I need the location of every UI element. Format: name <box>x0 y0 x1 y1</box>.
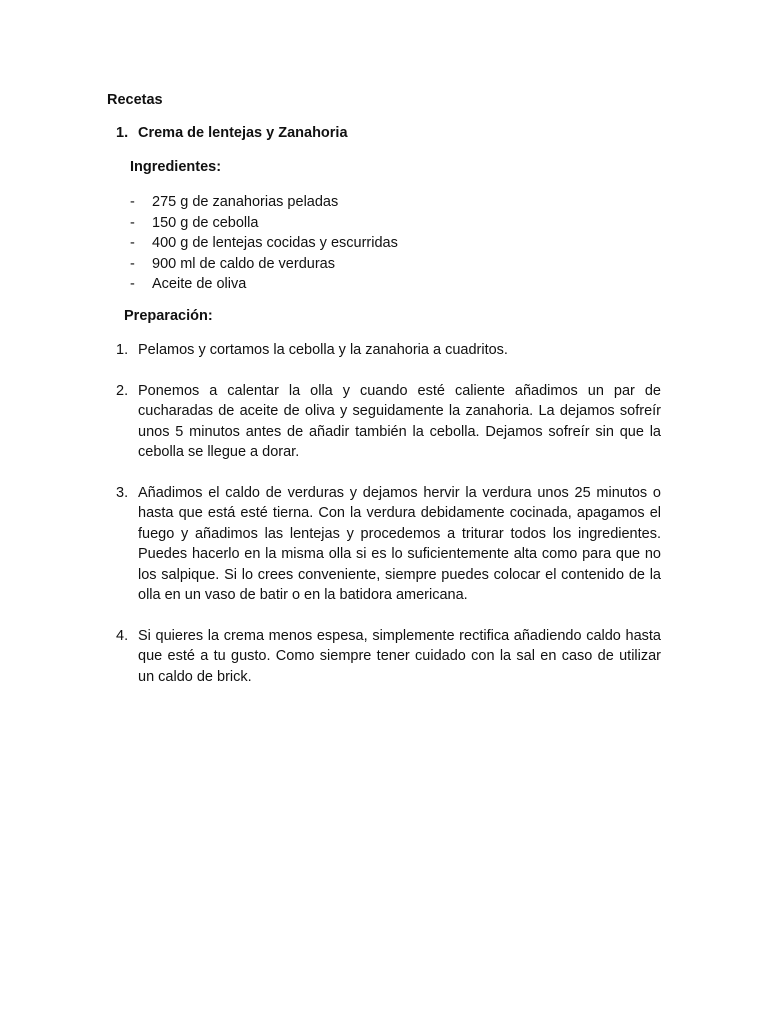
step-text: Ponemos a calentar la olla y cuando esté caliente añadimos un par de cucharadas de aceite de oliva y seguidamente la zanahoria. La dejamos sofreír unos 5 minutos antes de añadir también la cebolla. Dejamos sofreír sin que la cebolla se llegue a dorar. <box>138 382 661 460</box>
step-text: Pelamos y cortamos la cebolla y la zanahoria a cuadritos. <box>138 342 508 358</box>
ingredients-list <box>130 192 398 295</box>
step-number: 1. <box>116 342 129 358</box>
step-number: 4. <box>116 627 129 644</box>
ingredients-heading: Ingredientes: <box>130 159 222 175</box>
preparation-steps <box>116 340 661 707</box>
step-text: Si quieres la crema menos espesa, simplemente rectifica añadiendo caldo hasta que esté a tu gusto. Como siempre tener cuidado con la sal en caso de utilizar un caldo de brick. <box>138 627 661 685</box>
step-item <box>116 483 661 606</box>
step-text: Añadimos el caldo de verduras y dejamos hervir la verdura unos 25 minutos o hasta que está esté tierna. Con la verdura debidamente cocinada, apagamos el fuego y añadimos las lentejas y procedemos a triturar todos los ingredientes. Puedes hacerlo en la misma olla si es lo suficientemente alta como para que no los salpique. Si lo crees conveniente, siempre puedes colocar el contenido de la olla en un vaso de batir o en la batidora americana. <box>138 484 661 603</box>
list-item <box>130 192 398 213</box>
step-number: 2. <box>116 382 129 399</box>
ingredient-text: 275 g de zanahorias peladas <box>152 194 339 210</box>
list-item <box>130 254 398 275</box>
ingredient-text: 150 g de cebolla <box>152 214 259 231</box>
ingredient-text: Aceite de oliva <box>152 276 247 292</box>
step-item <box>116 340 661 361</box>
list-bullet: - <box>130 255 135 272</box>
list-bullet: - <box>130 194 135 210</box>
document-title: Recetas <box>107 92 163 108</box>
step-number: 3. <box>116 484 129 501</box>
list-item <box>130 233 398 254</box>
list-item <box>130 274 398 295</box>
ingredient-text: 900 ml de caldo de verduras <box>152 255 335 272</box>
step-item <box>116 626 661 688</box>
step-item <box>116 381 661 463</box>
list-bullet: - <box>130 276 135 292</box>
ingredient-text: 400 g de lentejas cocidas y escurridas <box>152 235 398 251</box>
recipe-heading <box>116 125 348 141</box>
list-item <box>130 213 398 234</box>
recipe-name: Crema de lentejas y Zanahoria <box>138 125 348 141</box>
preparation-heading: Preparación: <box>124 308 213 324</box>
list-bullet: - <box>130 235 135 251</box>
list-bullet: - <box>130 214 135 231</box>
recipe-number: 1. <box>116 125 129 141</box>
